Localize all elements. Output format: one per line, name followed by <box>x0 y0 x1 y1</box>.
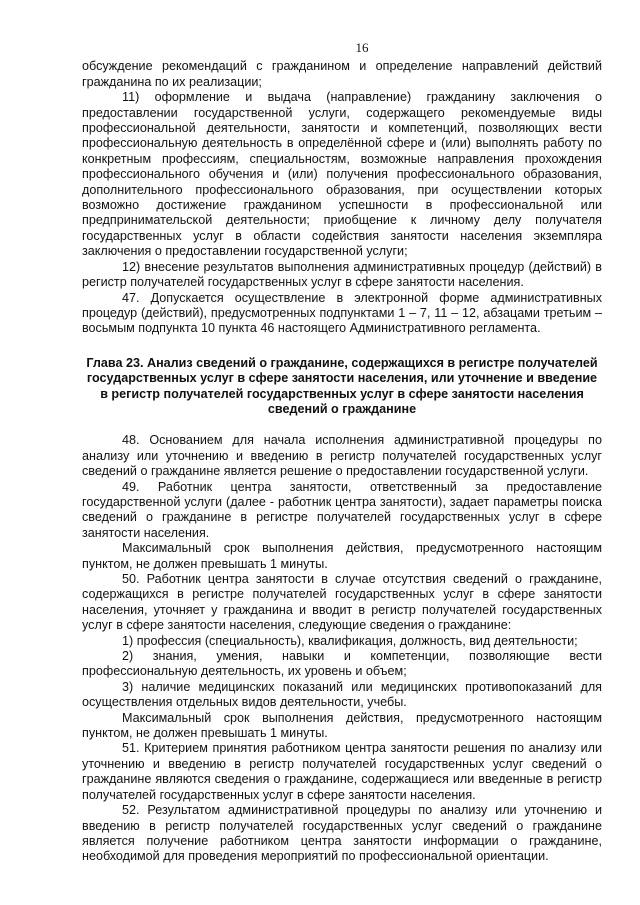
paragraph-50-item-1: 1) профессия (специальность), квалификация, должность, вид деятельности; <box>122 633 578 648</box>
paragraph-50-max-time: Максимальный срок выполнения действия, предусмотренного настоящим пунктом, не должен превышать 1 минуты. <box>82 710 602 741</box>
paragraph-47: 47. Допускается осуществление в электронной форме административных процедур (действий), предусмотренных подпунктами 1 – 7, 11 – 12, абзацами третьим – восьмым подпункта 10 пункта 46 настоящего Административного регламента. <box>82 290 602 336</box>
paragraph-50: 50. Работник центра занятости в случае отсутствия сведений о гражданине, содержащихся в регистре получателей государственных услуг в сфере занятости населения, уточняет у гражданина и вводит в регистр получателей государственных услуг в сфере занятости населения, следующие сведения о гражданине: <box>82 572 602 633</box>
paragraph-51: 51. Критерием принятия работником центра занятости решения по анализу или уточнению и введению в регистр получателей государственных услуг сведений о гражданине являются сведения о гражданине, содержащиеся или введенные в регистр получателей государственных услуг в сфере занятости населения. <box>82 741 602 802</box>
paragraph-49-max-time: Максимальный срок выполнения действия, предусмотренного настоящим пунктом, не должен превышать 1 минуты. <box>82 541 602 571</box>
paragraph-49: 49. Работник центра занятости, ответственный за предоставление государственной услуги (далее - работник центра занятости), задает параметры поиска сведений о гражданине в регистре получателей государственных услуг в сфере занятости населения. <box>82 479 602 540</box>
paragraph-item-12: 12) внесение результатов выполнения административных процедур (действий) в регистр получателей государственных услуг в сфере занятости населения. <box>82 259 602 290</box>
page-number: 16 <box>355 40 369 55</box>
paragraph-50-item-2: 2) знания, умения, навыки и компетенции, позволяющие вести профессиональную деятельность, их уровень и объем; <box>82 649 602 679</box>
paragraph-item-11: 11) оформление и выдача (направление) гражданину заключения о предоставлении государственной услуги, содержащего рекомендуемые виды профессиональной деятельности, занятости и компетенций, позволяющих вести профессиональную деятельность в определённой сфере и (или) выполнять работу по конкретным профессиям, специальностям, возможные направления прохождения профессионального обучения и (или) получения профессионального образования, дополнительного профессионального образования, при осуществлении которых возможно достижение гражданином успешности в профессиональной или предпринимательской деятельности; приобщение к личному делу получателя государственных услуг в области содействия занятости населения экземпляра заключения о предоставлении государственной услуги; <box>82 90 602 259</box>
paragraph-48: 48. Основанием для начала исполнения административной процедуры по анализу или уточнению и введению в регистр получателей государственных услуг сведений о гражданине является решение о предоставлении государственной услуги. <box>82 433 602 479</box>
paragraph-continuation: обсуждение рекомендаций с гражданином и определение направлений действий гражданина по их реализации; <box>82 59 602 89</box>
paragraph-50-item-3: 3) наличие медицинских показаний или медицинских противопоказаний для осуществления отдельных видов деятельности, учебы. <box>82 679 602 710</box>
paragraph-52: 52. Результатом административной процедуры по анализу или уточнению и введению в регистр получателей государственных услуг сведений о гражданине является получение работником центра занятости информации о гражданине, необходимой для проведения мероприятий по профессиональной ориентации. <box>82 803 602 864</box>
chapter-heading: Глава 23. Анализ сведений о гражданине, содержащихся в регистре получателей государственных услуг в сфере занятости населения, или уточнение и введение в регистр получателей государственных услуг в сфере занятости населения сведений о гражданине <box>86 355 598 416</box>
